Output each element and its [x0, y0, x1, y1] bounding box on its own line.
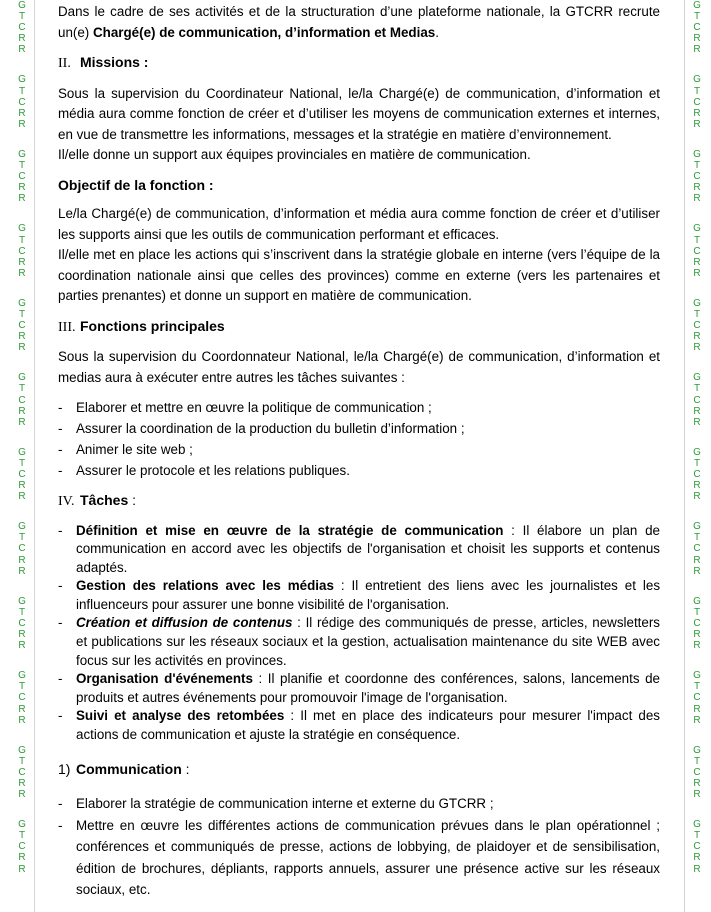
intro-end: .	[435, 24, 439, 40]
taches-suffix: :	[128, 492, 137, 508]
taches-list	[58, 522, 660, 745]
taches-title: Tâches	[80, 492, 129, 508]
watermark-letter: G	[18, 819, 26, 831]
watermark-letter: T	[18, 160, 26, 172]
watermark-letter: C	[693, 22, 701, 34]
watermark-letter: R	[18, 118, 26, 130]
watermark-letter: R	[693, 777, 701, 789]
fonctions-intro: Sous la supervision du Coordonnateur National, le/la Chargé(e) de communication, d’information et medias aura à exécuter entre autres les tâches suivantes :	[58, 349, 660, 385]
task-description: : Il entretient des liens avec les journalistes et les influenceurs pour assurer une bonne visibilité de l'organisation.	[76, 578, 661, 612]
watermark-letter: R	[18, 714, 26, 726]
watermark-spacer	[14, 279, 30, 298]
list-item: - Elaborer la stratégie de communication interne et externe du GTCRR ;	[58, 793, 660, 815]
watermark-letter: G	[18, 223, 26, 235]
watermark-letter: R	[693, 640, 701, 652]
watermark-letter: T	[693, 606, 701, 618]
watermark-spacer	[14, 800, 30, 819]
watermark-spacer	[689, 428, 705, 447]
watermark-spacer	[14, 130, 30, 149]
watermark-letter: G	[693, 595, 701, 607]
task-title: Gestion des relations avec les médias	[76, 578, 334, 594]
watermark-spacer	[689, 577, 705, 596]
taches-heading	[58, 490, 660, 513]
watermark-letter: R	[18, 256, 26, 268]
watermark-letter: G	[693, 372, 701, 384]
watermark-letter: C	[693, 245, 701, 257]
task-title: Création et diffusion de contenus	[76, 615, 293, 631]
watermark-letter: T	[693, 308, 701, 320]
watermark-letter: C	[18, 320, 26, 332]
watermark-spacer	[14, 428, 30, 447]
watermark-letter: T	[693, 85, 701, 97]
watermark-letter: R	[18, 267, 26, 279]
watermark-letter: R	[693, 44, 701, 56]
watermark-spacer	[689, 651, 705, 670]
watermark-letter: T	[693, 532, 701, 544]
watermark-letter: R	[693, 182, 701, 194]
watermark-spacer	[689, 726, 705, 745]
watermark-letter: C	[18, 617, 26, 629]
watermark-letter: T	[693, 234, 701, 246]
watermark-spacer	[689, 130, 705, 149]
watermark-letter: C	[18, 394, 26, 406]
watermark-letter: R	[18, 491, 26, 503]
task-item	[58, 670, 660, 707]
watermark-letter: R	[18, 342, 26, 354]
watermark-letter: R	[693, 480, 701, 492]
watermark-spacer	[689, 800, 705, 819]
watermark-letter: R	[18, 640, 26, 652]
watermark-spacer	[14, 204, 30, 223]
fonctions-title: Fonctions principales	[80, 317, 225, 334]
watermark-letter: C	[18, 841, 26, 853]
missions-paragraph-2: Il/elle donne un support aux équipes provinciales en matière de communication.	[58, 147, 531, 162]
communication-title: Communication	[76, 760, 182, 777]
watermark-letter: R	[18, 863, 26, 875]
task-item	[58, 522, 660, 578]
task-description: : Il planifie et coordonne des conférences, salons, lancements de produits et autres événements pour promouvoir l'image de l'organisation.	[76, 671, 660, 705]
right-margin-rule	[684, 0, 685, 912]
watermark-letter: R	[693, 789, 701, 801]
watermark-letter: G	[693, 148, 701, 160]
missions-title: Missions :	[80, 54, 149, 70]
watermark-letter: C	[18, 96, 26, 108]
watermark-letter: G	[693, 819, 701, 831]
watermark-letter: R	[18, 852, 26, 864]
left-border-watermark	[14, 0, 30, 912]
watermark-letter: C	[693, 841, 701, 853]
watermark-letter: T	[693, 681, 701, 693]
communication-suffix: :	[181, 760, 190, 777]
watermark-letter: R	[18, 193, 26, 205]
task-item	[58, 614, 660, 670]
watermark-letter: R	[18, 777, 26, 789]
taches-number: IV.	[58, 494, 75, 509]
task-item	[58, 707, 660, 744]
watermark-letter: C	[18, 469, 26, 480]
communication-number: 1)	[58, 760, 71, 777]
watermark-letter: T	[693, 830, 701, 842]
watermark-spacer	[689, 875, 705, 894]
objectif-paragraph-1: Le/la Chargé(e) de communication, d’information et média aura comme fonction de créer et d’utiliser les supports ainsi que les outils de communication performant et efficaces.	[58, 206, 660, 242]
intro-paragraph	[58, 2, 660, 43]
watermark-letter: T	[693, 160, 701, 172]
watermark-letter: T	[18, 308, 26, 320]
watermark-letter: R	[693, 342, 701, 354]
watermark-letter: G	[693, 297, 701, 309]
watermark-letter: T	[18, 681, 26, 693]
watermark-letter: T	[18, 457, 26, 469]
watermark-letter: T	[18, 234, 26, 246]
task-description: : Il rédige des communiqués de presse, articles, newsletters et publications sur les réseaux sociaux et la gestion, actualisation maintenance du site WEB avec focus sur les activités en provinces.	[76, 615, 660, 668]
task-item	[58, 577, 660, 614]
watermark-letter: C	[18, 692, 26, 704]
fonctions-list	[58, 397, 660, 481]
watermark-letter: G	[18, 0, 26, 11]
watermark-letter: C	[693, 96, 701, 108]
watermark-letter: T	[18, 755, 26, 767]
watermark-letter: R	[18, 331, 26, 343]
watermark-letter: G	[18, 148, 26, 160]
watermark-letter: C	[18, 245, 26, 257]
watermark-letter: G	[693, 744, 701, 756]
watermark-letter: G	[18, 744, 26, 756]
watermark-letter: C	[693, 394, 701, 406]
watermark-letter: C	[693, 617, 701, 629]
watermark-letter: T	[693, 383, 701, 395]
watermark-letter: R	[693, 565, 701, 577]
watermark-letter: G	[18, 670, 26, 682]
job-title: Chargé(e) de communication, d’information et Medias	[92, 24, 436, 40]
fonctions-number: III.	[58, 319, 76, 335]
watermark-letter: R	[693, 331, 701, 343]
watermark-letter: R	[693, 107, 701, 119]
list-item: - Assurer le protocole et les relations publiques.	[58, 460, 660, 481]
watermark-spacer	[14, 651, 30, 670]
watermark-letter: G	[693, 0, 701, 11]
watermark-letter: R	[18, 703, 26, 715]
watermark-letter: T	[693, 11, 701, 23]
watermark-spacer	[14, 726, 30, 745]
watermark-letter: G	[693, 446, 701, 458]
communication-heading	[58, 759, 660, 780]
watermark-letter: R	[693, 118, 701, 130]
communication-list	[58, 793, 660, 901]
watermark-letter: T	[693, 457, 701, 469]
watermark-spacer	[689, 204, 705, 223]
left-margin-rule	[34, 0, 35, 912]
watermark-letter: G	[18, 446, 26, 458]
watermark-letter: T	[18, 606, 26, 618]
watermark-letter: R	[18, 107, 26, 119]
intro-text: Dans le cadre de ses activités et de la structuration d’une plateforme nationale, la GTCRR recrute un(e)	[58, 4, 660, 40]
document-body	[58, 2, 660, 901]
watermark-letter: R	[693, 629, 701, 641]
task-description: : Il élabore un plan de communication en accord avec les objectifs de l'organisation et choisit les supports et contenus adaptés.	[76, 522, 661, 575]
watermark-letter: R	[693, 554, 701, 566]
watermark-letter: G	[18, 74, 26, 86]
watermark-letter: R	[18, 405, 26, 417]
fonctions-heading	[58, 316, 660, 339]
watermark-letter: R	[693, 193, 701, 205]
watermark-letter: G	[18, 297, 26, 309]
task-title: Suivi et analyse des retombées	[76, 708, 285, 724]
watermark-letter: C	[18, 171, 26, 183]
watermark-letter: C	[693, 766, 701, 778]
watermark-letter: R	[18, 629, 26, 641]
list-item: - Mettre en œuvre les différentes actions de communication prévues dans le plan opérationnel ; conférences et communiqués de presse, actions de lobbying, de plaidoyer et de sensibilisation, édition de brochures, dépliants, rapports annuels, assurer une présence active sur les réseaux sociaux, etc.	[58, 815, 660, 901]
watermark-letter: R	[18, 789, 26, 801]
watermark-spacer	[689, 55, 705, 74]
watermark-spacer	[689, 353, 705, 372]
watermark-letter: C	[693, 469, 701, 480]
watermark-letter: R	[693, 267, 701, 279]
list-item: - Animer le site web ;	[58, 439, 660, 460]
watermark-letter: R	[18, 554, 26, 566]
list-item: - Assurer la coordination de la production du bulletin d’information ;	[58, 418, 660, 439]
watermark-letter: G	[693, 670, 701, 682]
watermark-spacer	[14, 55, 30, 74]
watermark-letter: C	[693, 320, 701, 332]
watermark-letter: R	[693, 416, 701, 428]
watermark-letter: C	[18, 543, 26, 555]
objectif-heading: Objectif de la fonction :	[58, 176, 214, 193]
watermark-letter: R	[18, 33, 26, 45]
watermark-letter: R	[693, 852, 701, 864]
watermark-letter: R	[18, 44, 26, 56]
watermark-letter: C	[693, 543, 701, 555]
task-title: Définition et mise en œuvre de la stratégie de communication	[76, 522, 504, 538]
watermark-letter: R	[18, 565, 26, 577]
watermark-spacer	[689, 502, 705, 521]
watermark-letter: R	[18, 416, 26, 428]
watermark-letter: R	[18, 182, 26, 194]
watermark-letter: R	[693, 33, 701, 45]
watermark-letter: R	[693, 405, 701, 417]
task-description: : Il met en place des indicateurs pour mesurer l'impact des actions de communication et ajuste la stratégie en conséquence.	[76, 708, 660, 743]
watermark-letter: R	[693, 256, 701, 268]
watermark-letter: G	[18, 595, 26, 607]
watermark-spacer	[689, 279, 705, 298]
watermark-letter: R	[693, 714, 701, 726]
watermark-spacer	[14, 577, 30, 596]
watermark-spacer	[14, 502, 30, 521]
list-item: - Elaborer et mettre en œuvre la politique de communication ;	[58, 397, 660, 418]
watermark-letter: G	[693, 521, 701, 533]
watermark-letter: R	[693, 703, 701, 715]
watermark-spacer	[14, 353, 30, 372]
watermark-letter: T	[18, 532, 26, 544]
watermark-letter: R	[693, 491, 701, 503]
watermark-letter: T	[693, 755, 701, 767]
watermark-letter: T	[18, 830, 26, 842]
watermark-letter: C	[18, 766, 26, 778]
watermark-letter: G	[693, 223, 701, 235]
missions-heading	[58, 52, 660, 75]
watermark-letter: G	[18, 372, 26, 384]
watermark-letter: C	[18, 22, 26, 34]
watermark-letter: T	[18, 85, 26, 97]
watermark-letter: R	[18, 480, 26, 492]
missions-paragraph-1: Sous la supervision du Coordinateur National, le/la Chargé(e) de communication, d’information et média aura comme fonction de créer et d’utiliser les moyens de communication externes et internes, en vue de transmettre les informations, messages et la stratégie en matière d’environnement.	[58, 85, 660, 142]
watermark-letter: C	[693, 171, 701, 183]
watermark-letter: R	[693, 863, 701, 875]
objectif-paragraph-2: Il/elle met en place les actions qui s’inscrivent dans la stratégie globale en interne (vers l’équipe de la coordination nationale ainsi que celles des provinces) comme en externe (vers les partenaires et parties prenantes) et donne un support en matière de communication.	[58, 247, 660, 303]
task-title: Organisation d'événements	[76, 671, 253, 687]
watermark-letter: G	[18, 521, 26, 533]
watermark-letter: T	[18, 383, 26, 395]
watermark-letter: C	[693, 692, 701, 704]
watermark-spacer	[14, 875, 30, 894]
watermark-letter: T	[18, 11, 26, 23]
right-border-watermark	[689, 0, 705, 912]
missions-number: II.	[58, 56, 71, 71]
watermark-letter: G	[693, 74, 701, 86]
